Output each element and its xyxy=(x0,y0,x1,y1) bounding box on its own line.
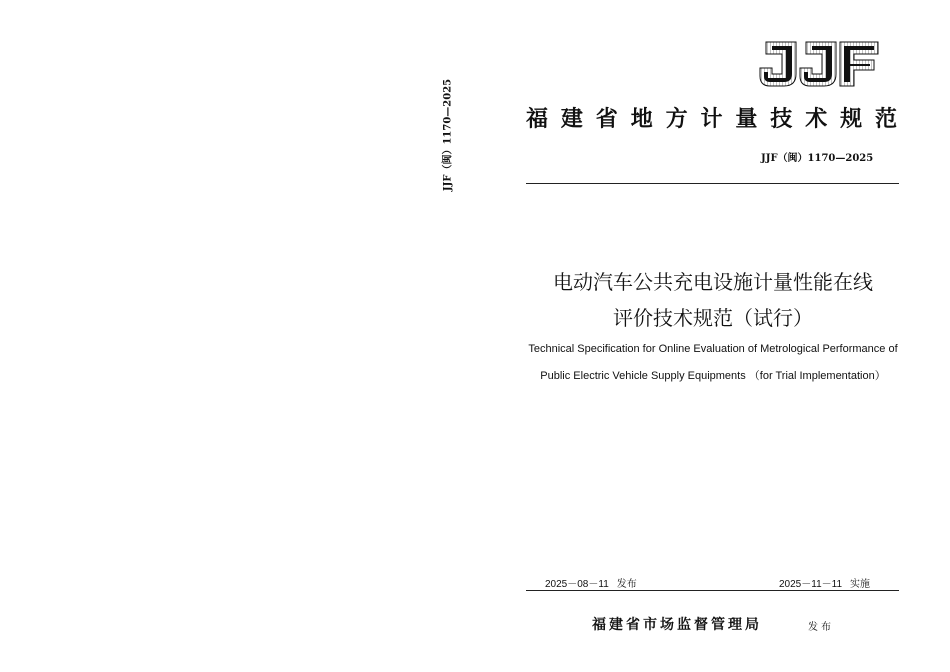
logo-letter-f xyxy=(840,42,878,86)
spine-code: JJF（闽）1170—2025 xyxy=(442,78,454,192)
standard-code: JJF（闽）1170—2025 xyxy=(761,153,874,164)
title-cn-line2: 评价技术规范（试行） xyxy=(613,306,813,330)
logo-letter-j1 xyxy=(760,42,796,86)
issue-date: 2025－08－11 xyxy=(545,579,609,590)
title-en-line1: Technical Specification for Online Evaluation of Metrological Performance of xyxy=(528,343,898,355)
issue-date-row xyxy=(545,575,637,590)
title-en-line2: Public Electric Vehicle Supply Equipments （for Trial Implementation） xyxy=(540,370,886,382)
title-cn-line1: 电动汽车公共充电设施计量性能在线 xyxy=(553,270,873,294)
jjf-logo xyxy=(758,40,880,88)
standard-type-heading: 福建省地方计量技术规范 xyxy=(526,106,900,132)
implement-label: 实施 xyxy=(850,579,871,590)
bottom-divider xyxy=(526,590,899,591)
implement-date: 2025－11－11 xyxy=(779,579,843,590)
issuer-name: 福建省市场监督管理局 xyxy=(592,617,762,633)
implement-date-row xyxy=(779,575,870,590)
logo-letter-j2 xyxy=(800,42,836,86)
top-divider xyxy=(526,183,899,184)
issue-label: 发布 xyxy=(616,579,637,590)
issuer-suffix: 发布 xyxy=(808,622,834,633)
